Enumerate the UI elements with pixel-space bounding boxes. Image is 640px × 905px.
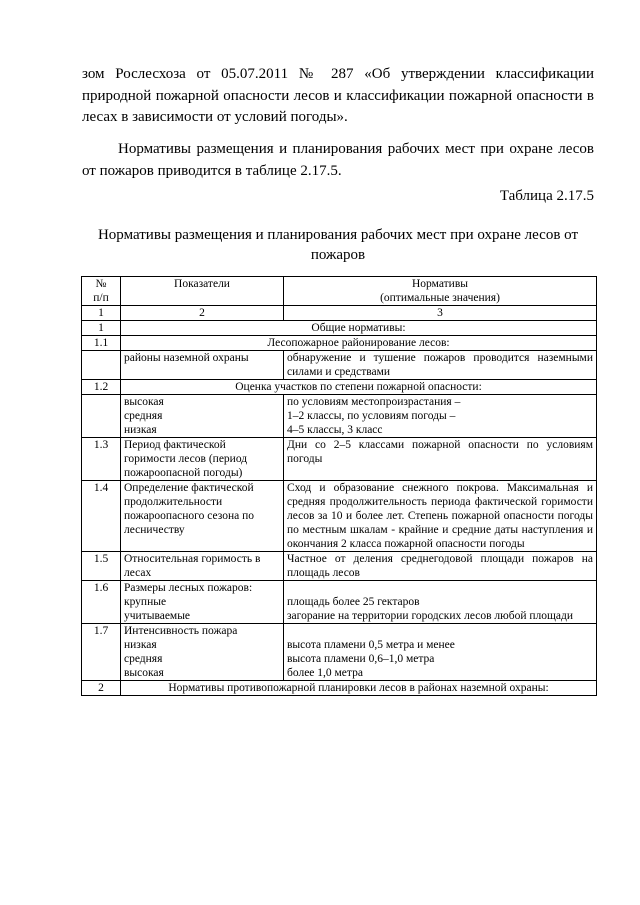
table-header-row <box>82 277 597 306</box>
row-indicator: Период фактической горимости лесов (период пожароопасной погоды) <box>121 438 284 481</box>
paragraph-intro: зом Рослесхоза от 05.07.2011 № 287 «Об утверждении классификации природной пожарной опасности лесов и классификации пожарной опасности в лесах в зависимости от условий погоды». <box>82 66 594 125</box>
table-row <box>82 624 597 681</box>
row-num: 1.1 <box>82 336 121 351</box>
row-num <box>82 351 121 380</box>
section-title: Лесопожарное районирование лесов: <box>121 336 597 351</box>
table-row <box>82 395 597 438</box>
row-indicator: Размеры лесных пожаров: крупные учитываемые <box>121 581 284 624</box>
section-row <box>82 681 597 696</box>
row-num: 1.7 <box>82 624 121 681</box>
row-norm: Сход и образование снежного покрова. Максимальная и средняя продолжительность периода фактической горимости лесов за 10 и более лет. Степень пожарной опасности погоды по местным шкалам - крайние и средние даты наступления и окончания 2 класса пожарной опасности погоды <box>284 481 597 552</box>
row-norm: высота пламени 0,5 метра и менее высота пламени 0,6–1,0 метра более 1,0 метра <box>284 624 597 681</box>
column-number-row <box>82 306 597 321</box>
section-row <box>82 336 597 351</box>
row-num: 1 <box>82 321 121 336</box>
section-title: Общие нормативы: <box>121 321 597 336</box>
row-num <box>82 395 121 438</box>
row-indicator: Относительная горимость в лесах <box>121 552 284 581</box>
table-number: Таблица 2.17.5 <box>499 188 594 204</box>
row-num: 1.4 <box>82 481 121 552</box>
norms-table <box>81 276 597 696</box>
column-number: 3 <box>284 306 597 321</box>
row-num: 2 <box>82 681 121 696</box>
section-row <box>82 321 597 336</box>
row-norm: по условиям местопроизрастания – 1–2 классы, по условиям погоды – 4–5 классы, 3 класс <box>284 395 597 438</box>
table-row <box>82 581 597 624</box>
section-title: Нормативы противопожарной планировки лесов в районах наземной охраны: <box>121 681 597 696</box>
row-norm: обнаружение и тушение пожаров проводится наземными силами и средствами <box>284 351 597 380</box>
row-indicator: Интенсивность пожара низкая средняя высокая <box>121 624 284 681</box>
table-row <box>82 351 597 380</box>
row-num: 1.5 <box>82 552 121 581</box>
row-norm: Дни со 2–5 классами пожарной опасности по условиям погоды <box>284 438 597 481</box>
row-norm: Частное от деления среднегодовой площади пожаров на площадь лесов <box>284 552 597 581</box>
section-title: Оценка участков по степени пожарной опасности: <box>121 380 597 395</box>
paragraph-reference: Нормативы размещения и планирования рабочих мест при охране лесов от пожаров приводится в таблице 2.17.5. <box>82 141 594 179</box>
row-indicator: высокая средняя низкая <box>121 395 284 438</box>
table-title: Нормативы размещения и планирования рабочих мест при охране лесов от пожаров <box>97 227 579 263</box>
column-number: 1 <box>82 306 121 321</box>
row-num: 1.3 <box>82 438 121 481</box>
row-num: 1.2 <box>82 380 121 395</box>
table-row <box>82 552 597 581</box>
header-indicators: Показатели <box>121 277 284 306</box>
row-norm: площадь более 25 гектаров загорание на территории городских лесов любой площади <box>284 581 597 624</box>
row-indicator: Определение фактической продолжительности пожароопасного сезона по лесничеству <box>121 481 284 552</box>
header-num: № п/п <box>82 277 121 306</box>
column-number: 2 <box>121 306 284 321</box>
table-row <box>82 438 597 481</box>
table-row <box>82 481 597 552</box>
row-indicator: районы наземной охраны <box>121 351 284 380</box>
header-norms: Нормативы (оптимальные значения) <box>284 277 597 306</box>
row-num: 1.6 <box>82 581 121 624</box>
section-row <box>82 380 597 395</box>
